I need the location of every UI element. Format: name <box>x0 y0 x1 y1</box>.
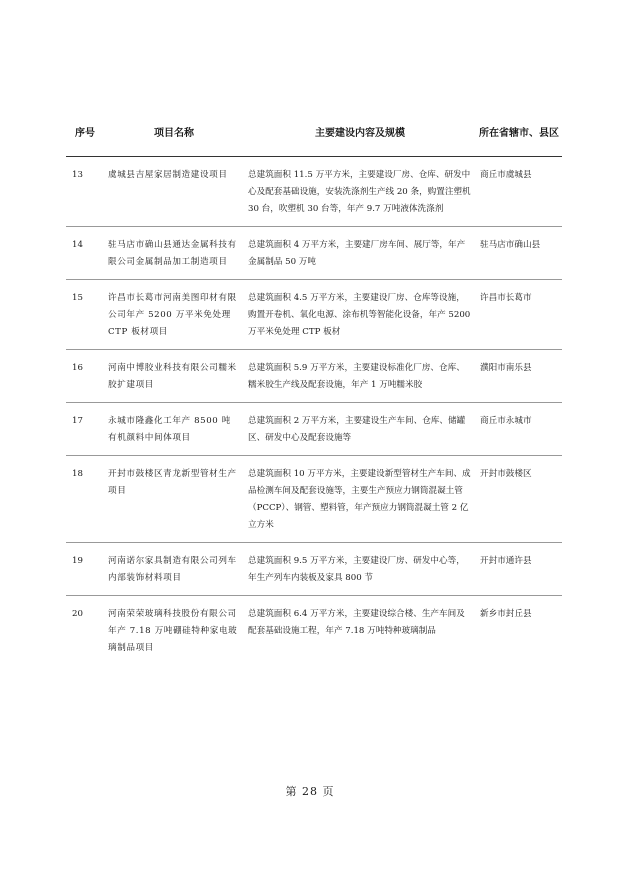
project-location: 开封市通许县 <box>476 543 562 596</box>
row-number: 20 <box>72 609 83 619</box>
project-location: 许昌市长葛市 <box>476 280 562 350</box>
table-row <box>66 543 562 596</box>
project-content: 总建筑面积 11.5 万平方米，主要建设厂房、仓库、研发中心及配套基础设施，安装洗涤剂生产线 20 条，购置注塑机 30 台，吹塑机 30 台等，年产 9.7 万吨液体洗涤剂 <box>244 157 476 227</box>
page-number: 第 28 页 <box>285 785 335 798</box>
project-content: 总建筑面积 6.4 万平方米，主要建设综合楼、生产车间及配套基础设施工程，年产 7.18 万吨特种玻璃制品 <box>248 609 465 636</box>
header-name: 项目名称 <box>104 112 244 157</box>
project-name: 河南荣荣玻璃科技股份有限公司年产 7.18 万吨硼硅特种家电玻璃制品项目 <box>108 609 238 653</box>
project-content: 总建筑面积 2 万平方米，主要建设生产车间、仓库、储罐区、研发中心及配套设施等 <box>244 403 476 456</box>
table-row <box>66 280 562 350</box>
row-number: 16 <box>66 350 104 403</box>
row-number: 13 <box>66 157 104 227</box>
project-name: 河南诺尔家具制造有限公司列车内部装饰材料项目 <box>104 543 244 596</box>
project-location: 驻马店市确山县 <box>476 227 562 280</box>
row-number: 17 <box>66 403 104 456</box>
table-row <box>66 456 562 543</box>
row-number: 18 <box>66 456 104 543</box>
project-content: 总建筑面积 4.5 万平方米，主要建设厂房、仓库等设施，购置开卷机、氧化电源、涂布机等智能化设备，年产 5200 万平米免处理 CTP 板材 <box>244 280 476 350</box>
table-row <box>66 403 562 456</box>
project-content: 总建筑面积 10 万平方米，主要建设新型管材生产车间、成品检测车间及配套设施等，主要生产预应力钢筒混凝土管（PCCP）、钢管、塑料管，年产预应力钢筒混凝土管 2 亿立方米 <box>244 456 476 543</box>
row-number: 15 <box>66 280 104 350</box>
row-number: 19 <box>66 543 104 596</box>
project-name: 驻马店市确山县通达金属科技有限公司金属制品加工制造项目 <box>104 227 244 280</box>
project-location: 商丘市永城市 <box>476 403 562 456</box>
header-content: 主要建设内容及规模 <box>244 112 476 157</box>
header-location: 所在省辖市、县区 <box>476 112 562 157</box>
project-content: 总建筑面积 4 万平方米，主要建厂房车间、展厅等，年产金属制品 50 万吨 <box>244 227 476 280</box>
header-no: 序号 <box>66 112 104 157</box>
project-table <box>66 112 562 665</box>
table-body <box>66 157 562 666</box>
project-name: 虞城县吉屋家居制造建设项目 <box>104 157 244 227</box>
table-row <box>66 596 562 666</box>
project-location: 濮阳市南乐县 <box>476 350 562 403</box>
project-name: 开封市鼓楼区青龙新型管材生产项目 <box>104 456 244 543</box>
project-location: 开封市鼓楼区 <box>476 456 562 543</box>
project-name: 河南中博胶业科技有限公司糯米胶扩建项目 <box>104 350 244 403</box>
table-row <box>66 350 562 403</box>
table-row <box>66 227 562 280</box>
project-name: 许昌市长葛市河南美图印材有限公司年产 5200 万平米免处理 CTP 板材项目 <box>104 280 244 350</box>
project-location: 商丘市虞城县 <box>476 157 562 227</box>
table-row <box>66 157 562 227</box>
project-content: 总建筑面积 9.5 万平方米，主要建设厂房、研发中心等，年生产列车内装板及家具 800 节 <box>244 543 476 596</box>
table-header-row <box>66 112 562 157</box>
project-content: 总建筑面积 5.9 万平方米，主要建设标准化厂房、仓库、糯米胶生产线及配套设施，年产 1 万吨糯米胶 <box>244 350 476 403</box>
project-name: 永城市隆鑫化工年产 8500 吨有机颜料中间体项目 <box>104 403 244 456</box>
row-number: 14 <box>66 227 104 280</box>
project-location: 新乡市封丘县 <box>480 609 532 619</box>
